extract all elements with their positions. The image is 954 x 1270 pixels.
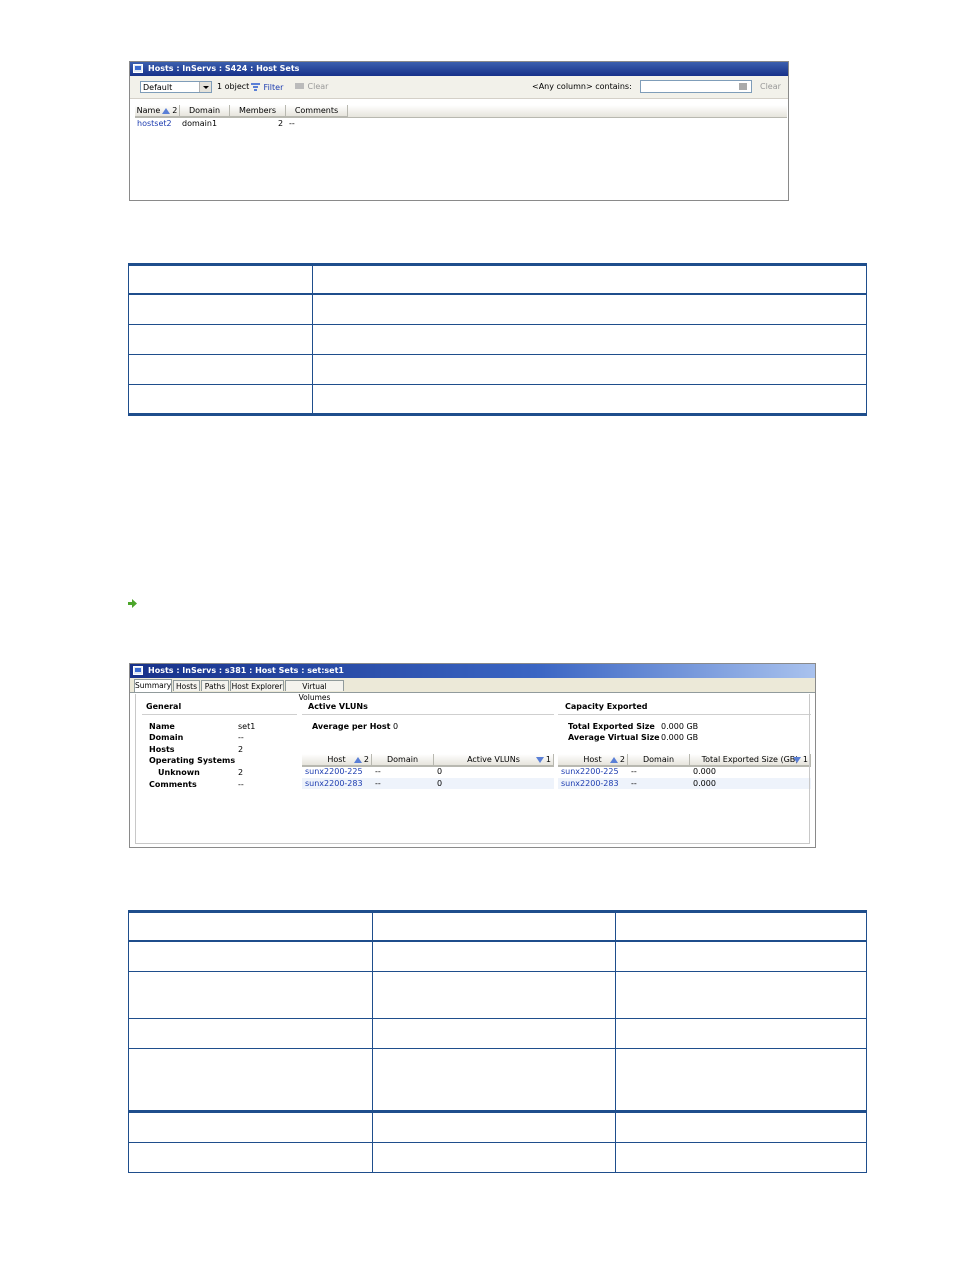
filter-preset-value: Default (143, 83, 173, 92)
sort-index: 2 (172, 106, 178, 115)
capacity-column-size[interactable] (690, 754, 811, 766)
filter-label: Filter (263, 83, 284, 92)
capacity-column-size-label: Total Exported Size (GB) (701, 755, 799, 764)
field-domain-label: Domain (149, 733, 184, 742)
vluns-column-domain[interactable]: Domain (372, 754, 434, 766)
row-name[interactable]: hostset2 (137, 119, 172, 128)
tab-host-explorer[interactable]: Host Explorer (231, 682, 283, 691)
table-column-rule (372, 910, 373, 1173)
field-os-label: Operating Systems (149, 756, 236, 765)
green-arrow-icon (128, 599, 137, 608)
column-header-members[interactable]: Members (230, 105, 286, 117)
vluns-row-count: 0 (437, 779, 443, 788)
tab-hosts[interactable]: Hosts (173, 680, 200, 691)
column-header-name[interactable] (135, 105, 180, 117)
field-hosts-label: Hosts (149, 745, 175, 754)
field-domain-value: -- (238, 733, 244, 742)
avg-per-host-label: Average per Host (312, 722, 391, 731)
field-unknown-label: Unknown (158, 768, 200, 777)
vluns-column-active[interactable] (434, 754, 554, 766)
eraser-icon (294, 82, 305, 90)
table-bottom-rule (128, 413, 867, 416)
table-row-rule (128, 1018, 867, 1019)
capacity-divider (558, 714, 811, 715)
table-column-rule (128, 910, 129, 1173)
table-header-rule (128, 293, 867, 295)
window-title: Hosts : InServs : S424 : Host Sets (148, 64, 300, 73)
sort-ascending-icon (162, 108, 170, 114)
search-eraser-icon (739, 83, 747, 90)
column-filter-value: <Any column> contains: (532, 82, 632, 91)
capacity-row-size: 0.000 (693, 767, 716, 776)
window-title: Hosts : InServs : s381 : Host Sets : set:set1 (148, 666, 344, 675)
total-exported-label: Total Exported Size (568, 722, 655, 731)
column-header-domain[interactable]: Domain (180, 105, 230, 117)
active-vluns-divider (302, 714, 554, 715)
table-row-rule (128, 1048, 867, 1049)
sort-descending-icon (536, 757, 544, 763)
filter-preset-select[interactable] (140, 81, 212, 93)
capacity-row-size: 0.000 (693, 779, 716, 788)
table-column-rule (866, 263, 867, 416)
capacity-heading: Capacity Exported (565, 702, 648, 711)
capacity-column-domain[interactable]: Domain (628, 754, 690, 766)
column-filter-select[interactable] (532, 82, 648, 92)
clear-filter-button[interactable] (294, 82, 328, 92)
table-header-rule (128, 940, 867, 942)
sort-index: 1 (545, 755, 551, 764)
field-comments-label: Comments (149, 780, 197, 789)
sort-indicator (352, 754, 369, 765)
search-clear-button[interactable]: Clear (760, 82, 781, 91)
window-icon (133, 64, 143, 73)
field-unknown-value: 2 (238, 768, 244, 777)
table-column-rule (866, 910, 867, 1173)
sort-index: 2 (619, 755, 625, 764)
vluns-column-active-label: Active VLUNs (467, 755, 520, 764)
tab-paths[interactable]: Paths (201, 680, 229, 691)
table-column-rule (615, 910, 616, 1173)
vluns-row-domain: -- (375, 779, 381, 788)
vluns-row-host[interactable]: sunx2200-225 (305, 767, 363, 776)
total-exported-value: 0.000 GB (661, 722, 699, 731)
search-input[interactable] (640, 80, 752, 93)
capacity-column-host[interactable] (558, 754, 628, 766)
table-column-rule (312, 263, 313, 416)
sort-ascending-icon (354, 757, 362, 763)
filter-button[interactable] (251, 82, 283, 93)
window-title-bar (130, 62, 788, 76)
table-row-rule (128, 384, 867, 385)
capacity-row-domain: -- (631, 767, 637, 776)
table-row-rule (128, 354, 867, 355)
avg-per-host-value: 0 (393, 722, 399, 731)
avg-virtual-value: 0.000 GB (661, 733, 699, 742)
vluns-row-count: 0 (437, 767, 443, 776)
field-name-label: Name (149, 722, 175, 731)
vluns-column-host[interactable] (302, 754, 372, 766)
row-members: 2 (278, 119, 284, 128)
filter-icon (251, 82, 261, 91)
sort-descending-icon (793, 757, 801, 763)
filter-toolbar (130, 76, 788, 99)
active-vluns-heading: Active VLUNs (308, 702, 368, 711)
capacity-row-domain: -- (631, 779, 637, 788)
row-domain: domain1 (182, 119, 218, 128)
chevron-down-icon (199, 82, 211, 92)
tab-virtual-volumes[interactable]: Virtual Volumes (285, 680, 344, 691)
sort-indicator (791, 754, 808, 765)
sort-index: 2 (363, 755, 369, 764)
capacity-column-host-label: Host (583, 755, 602, 764)
table-row-rule (128, 1142, 867, 1143)
field-comments-value: -- (238, 780, 244, 789)
avg-virtual-label: Average Virtual Size (568, 733, 660, 742)
window-icon (133, 666, 143, 675)
sort-index: 1 (802, 755, 808, 764)
table-section-rule (128, 1110, 867, 1113)
clear-filter-label: Clear (307, 82, 329, 91)
object-count: 1 object (217, 82, 250, 91)
vluns-row-host[interactable]: sunx2200-283 (305, 779, 363, 788)
general-heading: General (146, 702, 182, 711)
field-hosts-value: 2 (238, 745, 244, 754)
table-row-rule (128, 971, 867, 972)
table-top-rule (128, 263, 867, 266)
table-column-rule (128, 263, 129, 416)
row-comments: -- (289, 119, 295, 128)
capacity-row-host[interactable]: sunx2200-283 (561, 779, 619, 788)
table-bottom-rule (128, 1172, 867, 1173)
sort-indicator (608, 754, 625, 765)
table-row-rule (128, 324, 867, 325)
window-title-bar (130, 664, 815, 678)
tab-bar (130, 678, 815, 702)
column-header-name-label: Name (136, 106, 161, 115)
tab-summary[interactable]: Summary (135, 681, 172, 690)
capacity-row-host[interactable]: sunx2200-225 (561, 767, 619, 776)
column-header-comments[interactable]: Comments (286, 105, 348, 117)
vluns-column-host-label: Host (327, 755, 346, 764)
sort-ascending-icon (610, 757, 618, 763)
host-set-summary-window (129, 663, 816, 848)
vluns-row-domain: -- (375, 767, 381, 776)
sort-indicator (534, 754, 551, 765)
field-name-value: set1 (238, 722, 256, 731)
host-sets-window (129, 61, 789, 201)
general-divider (142, 714, 297, 715)
table-top-rule (128, 910, 867, 913)
